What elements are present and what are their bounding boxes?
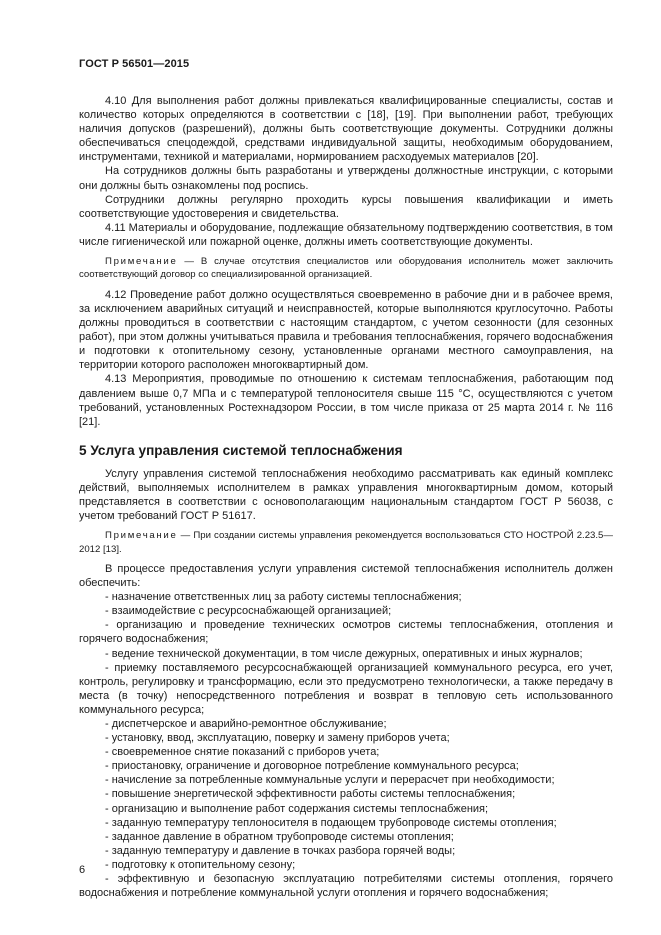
note-text: — При создании системы управления рекомендуется воспользоваться СТО НОСТРОЙ 2.23.5—2012 [13].: [79, 530, 613, 555]
list-item: - подготовку к отопительному сезону;: [105, 858, 296, 871]
section-5-intro: Услугу управления системой теплоснабжения необходимо рассматривать как единый комплекс действий, выполняемых исполнителем в рамках управления многоквартирным домом, который представляется в соответствии с основополагающим национальным стандартом ГОСТ Р 56038, с учетом требований ГОСТ Р 51617.: [79, 467, 613, 523]
paragraph-4-13: 4.13 Мероприятия, проводимые по отношению к системам теплоснабжения, работающим под давлением выше 0,7 МПа и с температурой теплоносителя свыше 115 °С, осуществляются с учетом требований, установленных Ростехнадзором России, в том числе приказа от 25 марта 2014 г. № 116 [21].: [79, 373, 613, 428]
list-item: - начисление за потребленные коммунальные услуги и перерасчет при необходимости;: [105, 774, 555, 787]
list-item: - организацию и выполнение работ содержания системы теплоснабжения;: [105, 802, 489, 815]
list-item: - установку, ввод, эксплуатацию, поверку и замену приборов учета;: [105, 732, 450, 745]
list-item: - организацию и проведение технических осмотров системы теплоснабжения, отопления и горячего водоснабжения;: [79, 619, 613, 646]
list-item: - диспетчерское и аварийно-ремонтное обслуживание;: [105, 718, 387, 730]
list-item: - назначение ответственных лиц за работу системы теплоснабжения;: [105, 591, 462, 604]
list-item: - приемку поставляемого ресурсоснабжающей организацией коммунального ресурса, его учет, контроль, регулировку и трансформацию, если это предусмотрено технологически, а также передачу в места (в точку) непосредственного потребления и возврат в тепловую сеть использованного коммунального ресурса;: [79, 661, 613, 716]
list-item: - своевременное снятие показаний с приборов учета;: [105, 746, 380, 759]
paragraph-4-10: 4.10 Для выполнения работ должны привлекаться квалифицированные специалисты, состав и количество которых определяются в соответствии с [18], [19]. При выполнении работ, требующих наличия допусков (разрешений), должны быть соответствующие документы. Сотрудники должны обеспечиваться спецодеждой, средствами индивидуальной защиты, необходимым оборудованием, инструментами, техникой и материалами, нормированием расходуемых материалов [20].: [79, 95, 613, 164]
paragraph-training: Сотрудники должны регулярно проходить курсы повышения квалификации и иметь соответствующие удостоверения и свидетельства.: [79, 193, 613, 220]
list-item: - ведение технической документации, в том числе дежурных, оперативных и иных журналов;: [105, 647, 583, 660]
list-item: - заданную температуру и давление в точках разбора горячей воды;: [105, 844, 456, 857]
requirements-list: [79, 590, 613, 900]
list-item: - повышение энергетической эффективности работы системы теплоснабжения;: [105, 788, 516, 801]
list-item: - заданную температуру теплоносителя в подающем трубопроводе системы отопления;: [105, 816, 557, 829]
paragraph-4-12: 4.12 Проведение работ должно осуществляться своевременно в рабочие дни и в рабочее время, за исключением аварийных ситуаций и неисправностей, которые выполняются круглосуточно. Работы должны проводиться в соответствии с настоящим стандартом, с учетом сезонности (для сезонных работ), при этом должны учитываться правила и требования теплоснабжения, горячего водоснабжения и подготовки к отопительному сезону, установленные органами местного самоуправления, на территории которого расположен многоквартирный дом.: [79, 288, 613, 372]
paragraph-instructions: На сотрудников должны быть разработаны и утверждены должностные инструкции, с которыми они должны быть ознакомлены под роспись.: [79, 165, 613, 192]
standard-header: ГОСТ Р 56501—2015: [79, 58, 190, 70]
note-label: Примечание: [105, 530, 178, 542]
paragraph-4-11: 4.11 Материалы и оборудование, подлежащие обязательному подтверждению соответствия, в том числе гигиенической или пожарной оценке, должны иметь соответствующие документы.: [79, 221, 613, 248]
list-item: - взаимодействие с ресурсоснабжающей организацией;: [105, 605, 392, 618]
list-item: - приостановку, ограничение и договорное потребление коммунального ресурса;: [105, 760, 519, 773]
note-2: [79, 529, 613, 556]
section-5-lead: В процессе предоставления услуги управления системой теплоснабжения исполнитель должен обеспечить:: [79, 562, 613, 590]
list-item: - заданное давление в обратном трубопроводе системы отопления;: [105, 830, 454, 843]
section-5-heading: 5 Услуга управления системой теплоснабжения: [79, 442, 403, 458]
list-item: - эффективную и безопасную эксплуатацию потребителями системы отопления, горячего водоснабжения и потребление коммунальной услуги отопления и горячего водоснабжения;: [79, 873, 613, 900]
note-1: [79, 255, 613, 282]
page-number: 6: [79, 864, 86, 876]
page-body: [79, 94, 613, 900]
note-label: Примечание: [105, 256, 178, 268]
note-text: — В случае отсутствия специалистов или оборудования исполнитель может заключить соответствующий договор со специализированной организацией.: [79, 256, 613, 281]
